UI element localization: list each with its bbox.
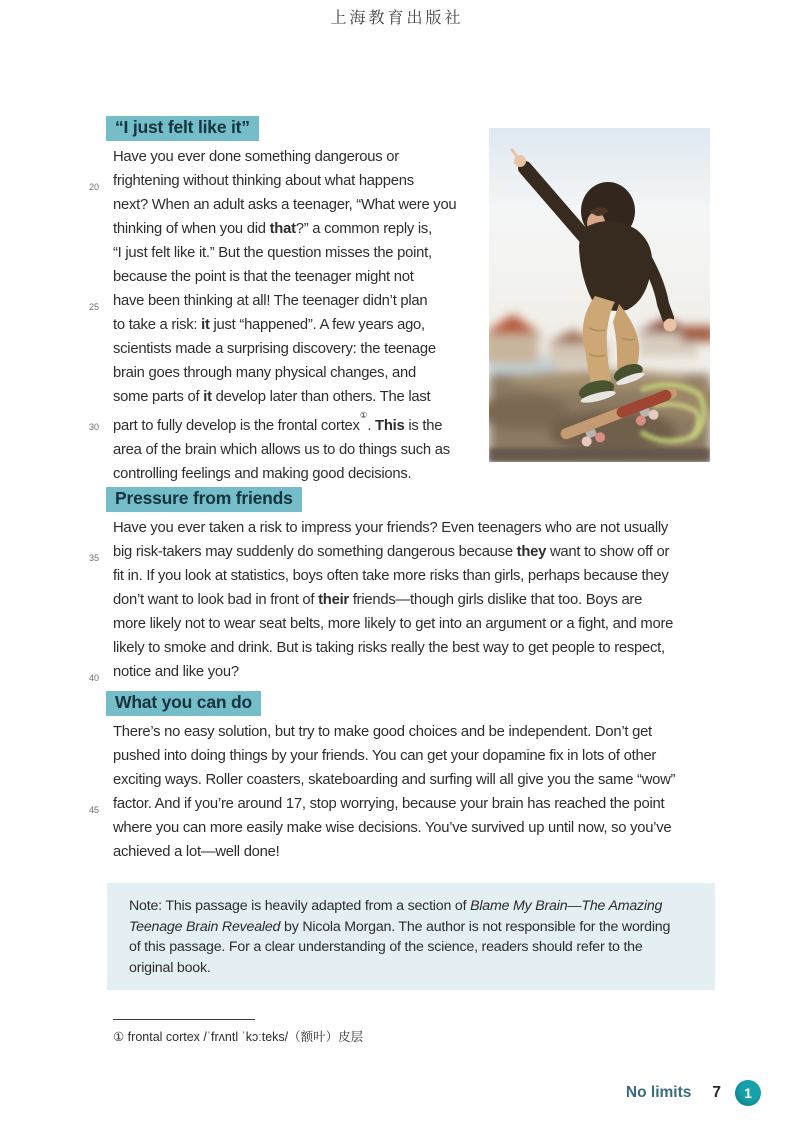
text-line: controlling feelings and making good decisions.	[113, 465, 412, 482]
section-heading: “I just felt like it”	[106, 116, 259, 141]
skateboarder-illustration	[489, 128, 710, 462]
text-line: 45 factor. And if you’re around 17, stop worrying, because your brain has reached the point	[113, 792, 713, 816]
line-number: 40	[89, 673, 100, 683]
line-number: 20	[89, 182, 100, 192]
section-paragraph	[89, 516, 713, 684]
unit-badge: 1	[735, 1080, 761, 1106]
note-line: Note: This passage is heavily adapted from a section of Blame My Brain—The Amazing	[129, 898, 663, 914]
text-line: 25 have been thinking at all! The teenager didn’t plan	[113, 289, 491, 313]
text-line: 20 frightening without thinking about what happens	[113, 169, 491, 193]
publisher-header: 上海教育出版社	[330, 8, 464, 27]
text-line: There’s no easy solution, but try to make good choices and be independent. Don’t get	[113, 724, 652, 740]
skateboarder-photo	[489, 128, 710, 462]
note-line: original book.	[129, 959, 211, 976]
line-number: 25	[89, 302, 100, 312]
footnote-text: ① frontal cortex /ˈfrʌntl ˈkɔːteks/（额叶）皮层	[113, 1030, 364, 1044]
text-line: 30 part to fully develop is the frontal cortex①. This is the	[113, 409, 491, 438]
text-line: fit in. If you look at statistics, boys often take more risks than girls, perhaps because they	[113, 568, 669, 584]
text-line: 35 big risk-takers may suddenly do something dangerous because they want to show off or	[113, 540, 713, 564]
text-line: don’t want to look bad in front of their friends—though girls dislike that too. Boys are	[113, 592, 643, 608]
footnote-divider	[113, 1019, 255, 1020]
line-number: 35	[89, 553, 100, 563]
text-line: because the point is that the teenager might not	[113, 269, 414, 285]
note-line: Teenage Brain Revealed by Nicola Morgan. The author is not responsible for the wording	[129, 918, 671, 935]
text-line: to take a risk: it just “happened”. A few years ago,	[113, 317, 425, 333]
text-line: Have you ever taken a risk to impress your friends? Even teenagers who are not usually	[113, 520, 669, 536]
text-line: exciting ways. Roller coasters, skateboarding and surfing will all give you the same “wow”	[113, 772, 676, 788]
text-line: likely to smoke and drink. But is taking risks really the best way to get people to respect,	[113, 640, 665, 656]
note-line: of this passage. For a clear understanding of the science, readers should refer to the	[129, 939, 643, 955]
section-paragraph	[89, 145, 491, 486]
section-pressure-from-friends	[89, 487, 713, 684]
page-number: 7	[712, 1084, 721, 1101]
footnote	[113, 1019, 363, 1045]
section-heading: Pressure from friends	[106, 487, 302, 512]
section-paragraph	[89, 720, 713, 864]
note-text	[129, 896, 693, 978]
text-line: thinking of when you did that?” a common reply is,	[113, 221, 432, 237]
unit-name: No limits	[625, 1084, 692, 1101]
note-box	[107, 883, 715, 990]
text-line: pushed into doing things by your friends. You can get your dopamine fix in lots of other	[113, 748, 657, 764]
text-line: achieved a lot—well done!	[113, 844, 280, 860]
text-line: Have you ever done something dangerous or	[113, 149, 399, 165]
line-number: 45	[89, 805, 100, 815]
text-line: “I just felt like it.” But the question misses the point,	[113, 245, 432, 261]
line-number: 30	[89, 422, 100, 432]
text-line: brain goes through many physical changes, and	[113, 365, 416, 381]
section-heading: What you can do	[106, 691, 261, 716]
text-line: some parts of it develop later than others. The last	[113, 389, 431, 405]
text-line: 40 notice and like you?	[113, 660, 713, 684]
text-line: more likely not to wear seat belts, more likely to get into an argument or a fight, and more	[113, 616, 674, 632]
text-line: where you can more easily make wise decisions. You’ve survived up until now, so you’ve	[113, 820, 672, 836]
text-line: scientists made a surprising discovery: the teenage	[113, 341, 436, 357]
section-what-you-can-do	[89, 691, 713, 864]
text-line: area of the brain which allows us to do things such as	[113, 441, 450, 458]
section-i-just-felt-like-it	[89, 116, 491, 486]
text-line: next? When an adult asks a teenager, “What were you	[113, 197, 457, 213]
page-footer	[626, 1080, 761, 1106]
